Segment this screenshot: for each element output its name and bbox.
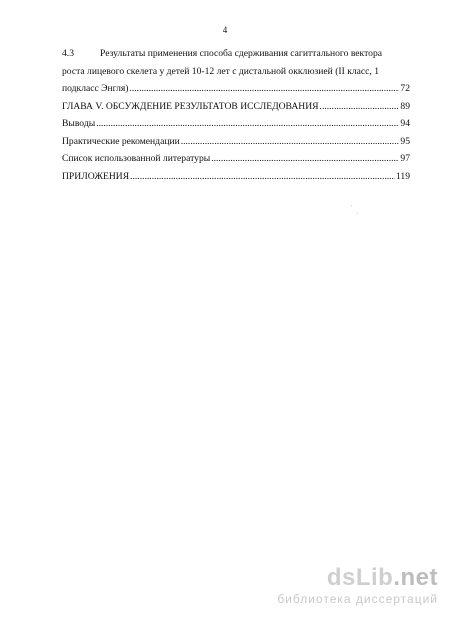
toc-entry-text: подкласс Энгля) — [62, 83, 129, 94]
dot-leader — [211, 150, 399, 168]
dot-leader — [181, 133, 400, 151]
toc-entry-appendices[interactable] — [62, 168, 410, 186]
toc-page-ref: 97 — [400, 153, 410, 164]
watermark — [277, 565, 438, 607]
toc-entry-number: 4.3 — [62, 48, 74, 59]
watermark-logo — [277, 565, 438, 591]
toc-entry-text: Результаты применения способа сдерживания сагиттального вектора — [100, 48, 383, 59]
page-number: 4 — [222, 25, 228, 35]
toc-page-ref: 72 — [400, 83, 410, 94]
table-of-contents — [62, 45, 410, 185]
toc-entry-recommendations[interactable] — [62, 133, 410, 151]
toc-entry-chapter-5[interactable] — [62, 98, 410, 116]
toc-entry-line: роста лицевого скелета у детей 10-12 лет с дистальной окклюзией (II класс, 1 — [62, 65, 380, 77]
toc-entry-line — [62, 45, 410, 63]
watermark-logo-ds: dsLib — [326, 564, 394, 591]
scan-speck — [351, 205, 352, 206]
toc-page-ref: 95 — [400, 135, 410, 147]
dot-leader — [129, 80, 399, 98]
toc-page-ref: 89 — [400, 100, 410, 112]
watermark-logo-net: .net — [393, 564, 438, 591]
toc-entry-references[interactable] — [62, 150, 410, 168]
toc-page-ref: 119 — [395, 170, 410, 182]
toc-entry-text: Практические рекомендации — [62, 135, 180, 147]
toc-entry-line — [62, 80, 410, 98]
toc-entry-text: Список использованной литературы — [62, 153, 211, 164]
dot-leader — [320, 98, 400, 116]
toc-entry-text: ГЛАВА V. ОБСУЖДЕНИЕ РЕЗУЛЬТАТОВ ИССЛЕДОВАНИЯ — [62, 100, 319, 112]
dot-leader — [96, 115, 399, 133]
toc-entry-conclusions[interactable] — [62, 115, 410, 133]
toc-entry-text: ПРИЛОЖЕНИЯ — [62, 170, 130, 182]
dot-leader — [130, 168, 395, 186]
watermark-subtitle: библиотека диссертаций — [277, 592, 438, 606]
toc-page-ref: 94 — [400, 118, 410, 129]
toc-entry-4-3[interactable] — [62, 45, 410, 98]
toc-entry-text: Выводы — [62, 118, 96, 129]
scan-speck — [357, 213, 358, 214]
